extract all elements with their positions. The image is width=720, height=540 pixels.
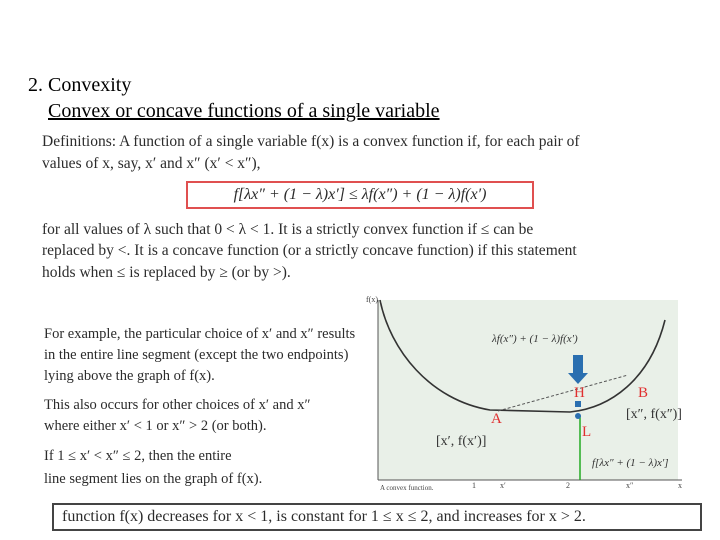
definition-line-5: holds when ≤ is replaced by ≥ (or by >). <box>42 264 291 281</box>
right-point-coordinate: [x″, f(x″)] <box>626 407 682 422</box>
example-line-5: where either x′ < 1 or x″ > 2 (or both). <box>44 418 267 434</box>
point-h-label: H <box>574 385 585 401</box>
figure-background <box>378 300 678 480</box>
x-tick-2: 2 <box>566 481 570 490</box>
figure-caption: A convex function. <box>380 484 434 492</box>
example-line-4: This also occurs for other choices of x′ and x″ <box>44 397 311 413</box>
definition-line-2: values of x, say, x′ and x″ (x′ < x″), <box>42 155 261 172</box>
x-tick-x-double-prime: x″ <box>626 481 634 490</box>
example-line-1: For example, the particular choice of x′ and x″ results <box>44 326 356 342</box>
function-behavior-statement: function f(x) decreases for x < 1, is constant for 1 ≤ x ≤ 2, and increases for x > 2. <box>52 503 702 531</box>
convex-function-figure <box>360 290 690 500</box>
x-tick-x-prime: x′ <box>500 481 506 490</box>
y-axis-label: f(x) <box>366 295 378 304</box>
section-title: 2. Convexity <box>28 74 132 96</box>
point-a-label: A <box>491 411 502 427</box>
point-l-marker <box>575 413 581 419</box>
point-l-label: L <box>582 424 592 440</box>
definition-line-3: for all values of λ such that 0 < λ < 1. It is a strictly convex function if ≤ can be <box>42 221 534 238</box>
section-subtitle: Convex or concave functions of a single variable <box>48 100 440 122</box>
example-line-2: in the entire line segment (except the two endpoints) <box>44 347 349 363</box>
point-h-marker <box>575 401 581 407</box>
left-point-coordinate: [x′, f(x′)] <box>436 434 487 449</box>
definition-line-4: replaced by <. It is a concave function (or a strictly concave function) if this statement <box>42 242 577 259</box>
example-line-7: line segment lies on the graph of f(x). <box>44 471 263 487</box>
x-axis-label: x <box>678 481 682 490</box>
point-b-label: B <box>638 385 649 401</box>
interpolated-value-label: f[λx″ + (1 − λ)x′] <box>592 457 669 469</box>
example-line-3: lying above the graph of f(x). <box>44 368 215 384</box>
x-tick-1: 1 <box>472 481 476 490</box>
convex-inequality-formula: f[λx″ + (1 − λ)x′] ≤ λf(x″) + (1 − λ)f(x′) <box>186 181 534 209</box>
example-line-6: If 1 ≤ x′ < x″ ≤ 2, then the entire <box>44 448 232 464</box>
chord-expression-label: λf(x″) + (1 − λ)f(x′) <box>492 333 578 345</box>
definition-line-1: Definitions: A function of a single variable f(x) is a convex function if, for each pair of <box>42 133 580 150</box>
